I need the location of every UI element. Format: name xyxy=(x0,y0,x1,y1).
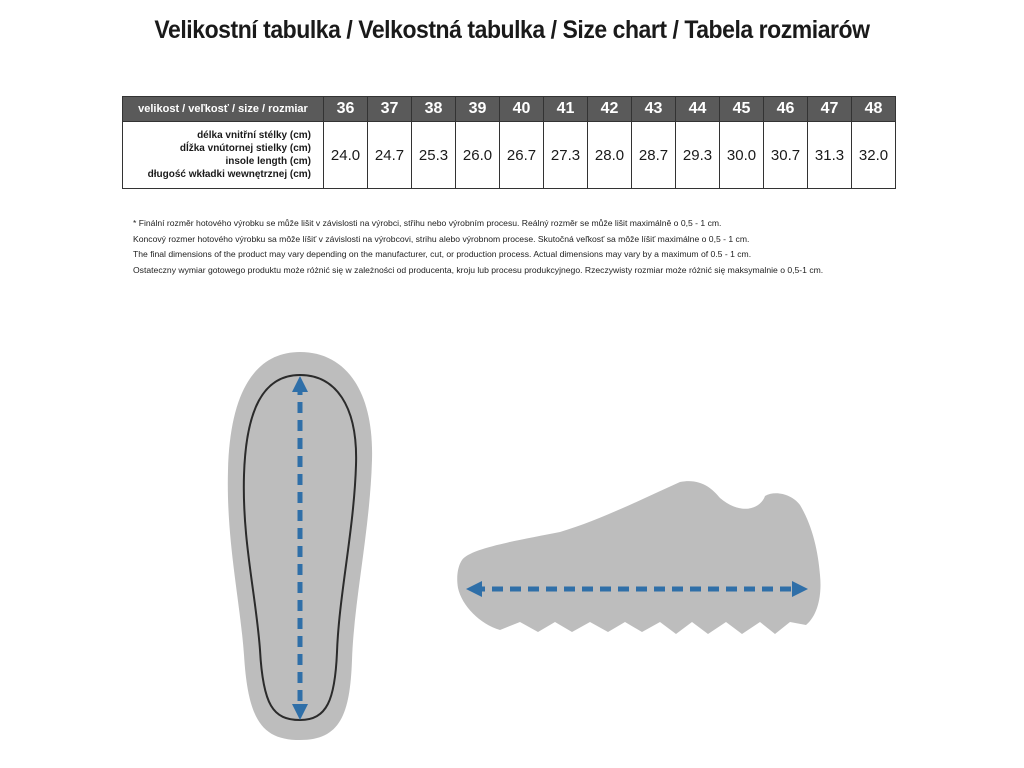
note-line: * Finální rozměr hotového výrobku se může lišit v závislosti na výrobci, střihu nebo výrobním procesu. Reálný rozměr se může lišit maximálně o 0,5 - 1 cm. xyxy=(133,218,722,228)
note-line: Koncový rozmer hotového výrobku sa môže líšiť v závislosti na výrobcovi, strihu alebo výrobnom procese. Skutočná veľkosť sa môže líšiť maximálne o 0,5 - 1 cm. xyxy=(133,233,750,244)
size-cell: 47 xyxy=(808,97,852,122)
length-cell: 30.7 xyxy=(764,122,808,189)
size-cell: 48 xyxy=(852,97,896,122)
size-cell: 46 xyxy=(764,97,808,122)
size-cell: 41 xyxy=(544,97,588,122)
size-header-label: velikost / veľkosť / size / rozmiar xyxy=(123,97,324,122)
size-cell: 37 xyxy=(368,97,412,122)
size-cell: 39 xyxy=(456,97,500,122)
length-cell: 24.7 xyxy=(368,122,412,189)
length-cell: 29.3 xyxy=(676,122,720,189)
size-cell: 36 xyxy=(324,97,368,122)
length-cell: 28.0 xyxy=(588,122,632,189)
length-cell: 30.0 xyxy=(720,122,764,189)
row-label-line: długość wkładki wewnętrznej (cm) xyxy=(147,169,311,180)
size-cell: 45 xyxy=(720,97,764,122)
length-cell: 31.3 xyxy=(808,122,852,189)
row-label-line: dĺžka vnútornej stielky (cm) xyxy=(179,143,311,154)
size-cell: 38 xyxy=(412,97,456,122)
size-cell: 44 xyxy=(676,97,720,122)
insole-outline-icon xyxy=(228,352,372,740)
row-label-line: insole length (cm) xyxy=(225,156,311,167)
length-cell: 24.0 xyxy=(324,122,368,189)
size-cell: 43 xyxy=(632,97,676,122)
size-cell: 42 xyxy=(588,97,632,122)
size-cell: 40 xyxy=(500,97,544,122)
page-title: Velikostní tabulka / Velkostná tabulka / Size chart / Tabela rozmiarów xyxy=(154,16,870,44)
shoe-side-icon xyxy=(457,481,820,634)
length-cell: 32.0 xyxy=(852,122,896,189)
note-line: The final dimensions of the product may vary depending on the manufacturer, cut, or production process. Actual dimensions may vary by a maximum of 0.5 - 1 cm. xyxy=(133,249,752,259)
length-cell: 27.3 xyxy=(544,122,588,189)
length-cell: 25.3 xyxy=(412,122,456,189)
length-cell: 26.7 xyxy=(500,122,544,189)
length-cell: 28.7 xyxy=(632,122,676,189)
note-line: Ostateczny wymiar gotowego produktu może różnić się w zależności od producenta, kroju lub procesu produkcyjnego. Rzeczywisty rozmiar może różnić się maksymalnie o 0,5-1 cm. xyxy=(133,264,824,275)
length-cell: 26.0 xyxy=(456,122,500,189)
row-label-line: délka vnitřní stélky (cm) xyxy=(197,130,311,141)
